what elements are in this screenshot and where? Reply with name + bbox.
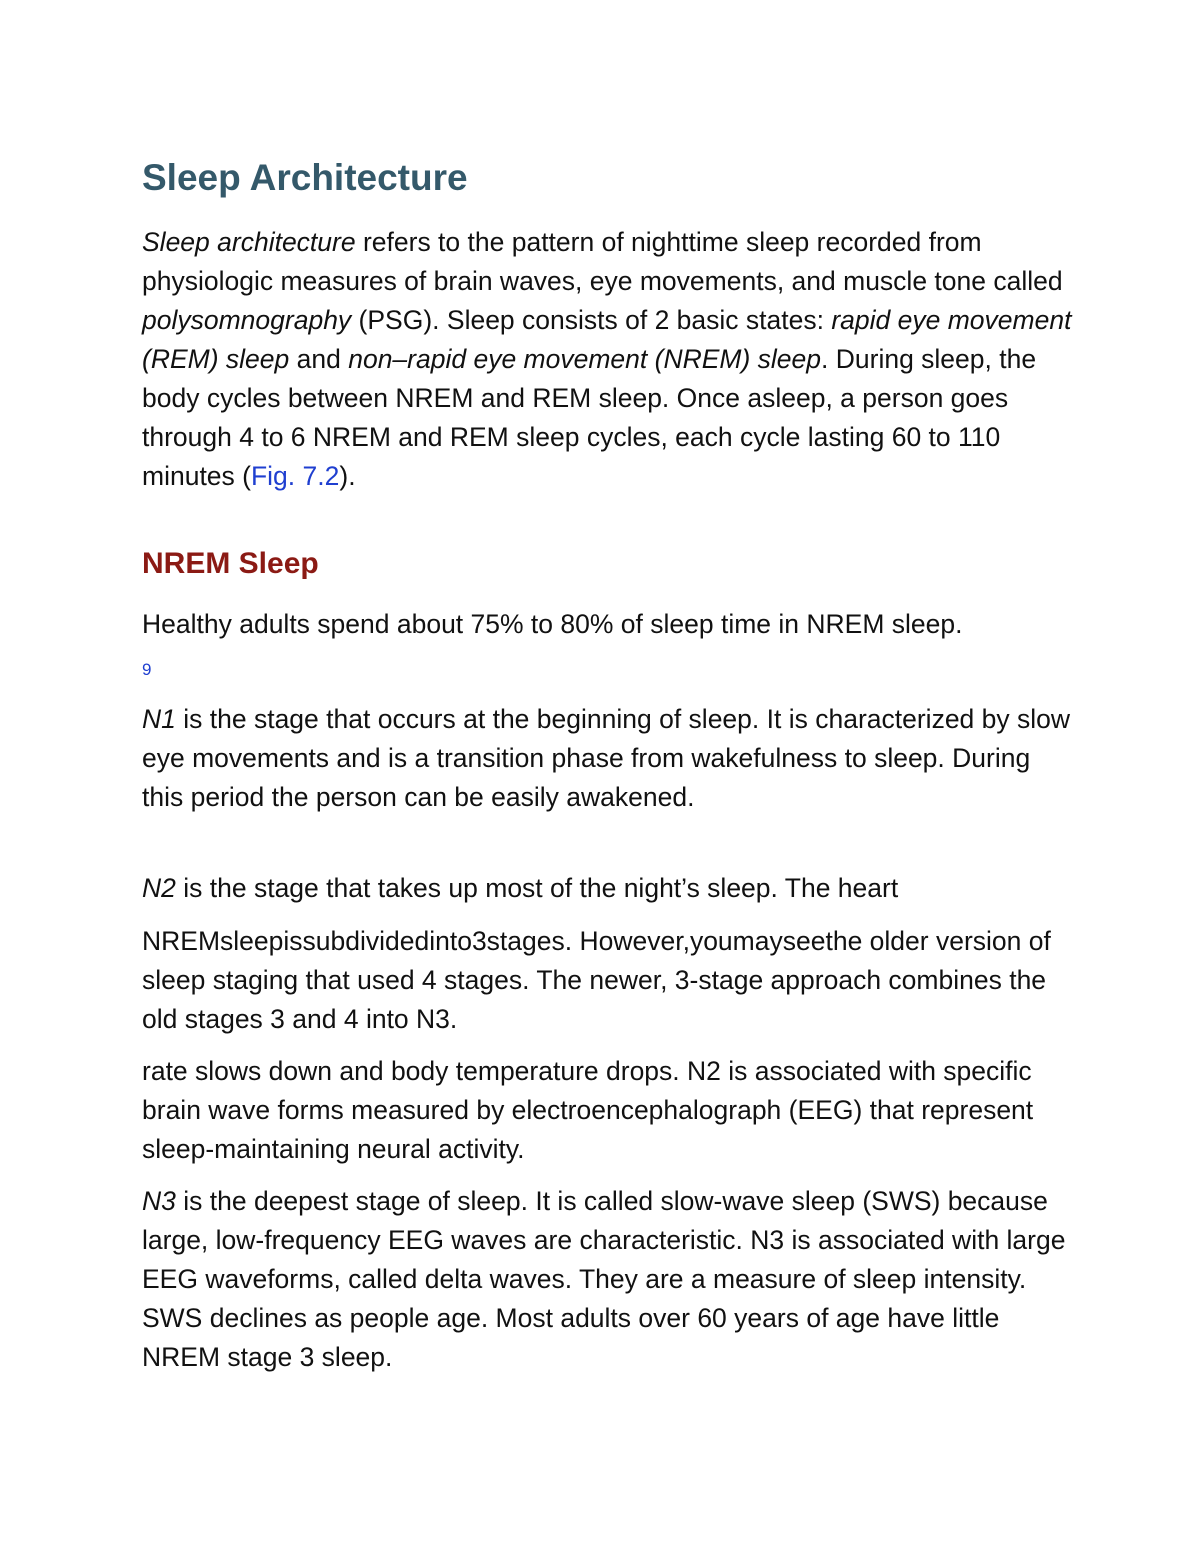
intro-text-1: refers to the pattern of nighttime sleep recorded from physiologic measures of brain waves, eye movements, and muscle tone called [142, 227, 1063, 296]
nrem-heading: NREM Sleep [142, 547, 319, 580]
n2-continued-paragraph: rate slows down and body temperature drops. N2 is associated with specific brain wave forms measured by electroencephalograph (EEG) that represent sleep-maintaining neural activity. [142, 1056, 1034, 1164]
n1-text: is the stage that occurs at the beginning of sleep. It is characterized by slow eye movements and is a transition phase from wakefulness to sleep. During this period the person can be easily awakened. [142, 704, 1071, 812]
term-n2: N2 [142, 873, 176, 903]
intro-text-3: and [289, 344, 349, 374]
term-sleep-architecture: Sleep architecture [142, 227, 356, 257]
intro-text-5: ). [339, 461, 356, 491]
term-polysomnography: polysomnography [142, 305, 352, 335]
figure-link[interactable]: Fig. 7.2 [250, 461, 340, 491]
n3-text: is the deepest stage of sleep. It is called slow-wave sleep (SWS) because large, low-frequency EEG waves are characteristic. N3 is associated with large EEG waveforms, called delta waves. They are a measure of sleep intensity. SWS declines as people age. Most adults over 60 years of age have little NREM stage 3 sleep. [142, 1186, 1066, 1372]
n3-paragraph [142, 1182, 1072, 1377]
n1-paragraph [142, 700, 1072, 817]
page-title: Sleep Architecture [142, 157, 468, 198]
n2-paragraph [142, 869, 1072, 908]
reference-marker[interactable]: 9 [142, 660, 152, 679]
nrem-intro-paragraph: Healthy adults spend about 75% to 80% of sleep time in NREM sleep. [142, 609, 963, 639]
intro-text-2: (PSG). Sleep consists of 2 basic states: [351, 305, 832, 335]
intro-paragraph [142, 223, 1072, 496]
term-nrem-sleep: non–rapid eye movement (NREM) sleep [348, 344, 822, 374]
note-paragraph: NREMsleepissubdividedinto3stages. However,youmayseethe older version of sleep staging that used 4 stages. The newer, 3-stage approach combines the old stages 3 and 4 into N3. [142, 926, 1051, 1034]
term-rem-sleep: rapid eye movement (REM) sleep [142, 305, 1072, 374]
n2-text: is the stage that takes up most of the night’s sleep. The heart [175, 873, 899, 903]
intro-text-4: . During sleep, the body cycles between NREM and REM sleep. Once asleep, a person goes through 4 to 6 NREM and REM sleep cycles, each cycle lasting 60 to 110 minutes ( [142, 344, 1037, 491]
term-n1: N1 [142, 704, 176, 734]
term-n3: N3 [142, 1186, 176, 1216]
